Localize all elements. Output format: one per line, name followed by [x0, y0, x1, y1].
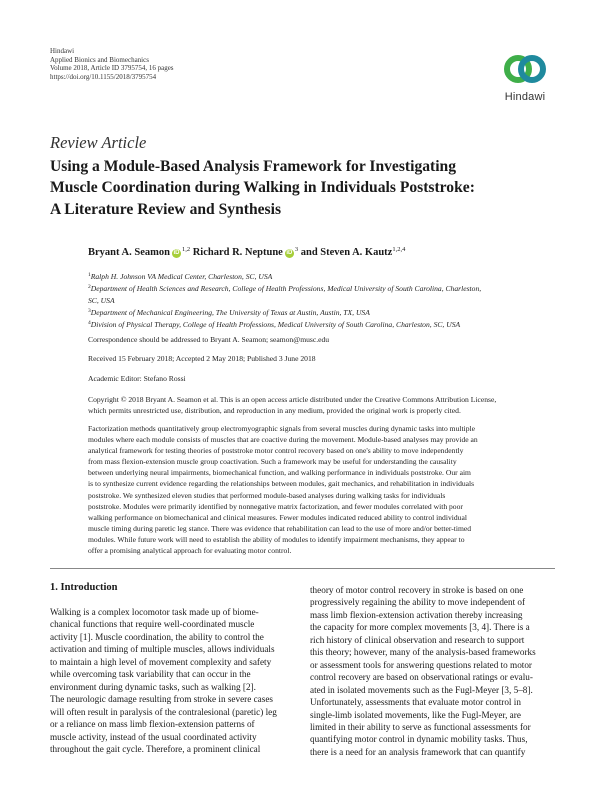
body-line: activation and timing of multiple muscles, allows individuals: [50, 644, 275, 655]
abstract-line: is to synthesize current evidence regarding the relationships between modules, gait mechanics, and rehabilitation in individuals: [88, 479, 475, 489]
publisher-name: Hindawi: [50, 47, 75, 55]
author-affil-sup: 1,2: [181, 246, 191, 253]
body-line: environment during dynamic tasks, such as walking [2].: [50, 681, 256, 692]
publication-dates: Received 15 February 2018; Accepted 2 May 2018; Published 3 June 2018: [88, 354, 316, 363]
abstract: [88, 423, 554, 556]
body-line: single-limb isolated movements, like the Fugl-Meyer, are: [310, 709, 521, 720]
body-line: the capacity for more complex movements [3, 4]. There is a: [310, 622, 530, 633]
orcid-icon[interactable]: iD: [173, 250, 180, 256]
affiliation: $^3$Department of Mechanical Engineering, The University of Texas at Austin, Austin, TX, USA: [88, 307, 370, 317]
affiliation: $^1$Ralph H. Johnson VA Medical Center, Charleston, SC, USA: [88, 272, 273, 281]
body-line: Unfortunately, assessments that evaluate motor control in: [310, 697, 521, 708]
journal-name: Applied Bionics and Biomechanics: [50, 55, 149, 64]
title-line: A Literature Review and Synthesis: [50, 200, 282, 218]
article-type: Review Article: [50, 133, 147, 152]
author-list: [88, 246, 405, 258]
author-affil-sup: 3: [294, 246, 299, 253]
body-line: mass limb flexion-extension activation thereby increasing: [310, 609, 523, 620]
body-line: quantifying motor control in dynamic mobility tasks. Thus,: [310, 734, 528, 745]
section-divider: [50, 568, 555, 569]
abstract-line: muscle timing during paretic leg stance. There was evidence that rehabilitation can lead to the use of more and/or better-timed: [88, 523, 472, 533]
abstract-line: modules. While future work will need to establish the ability of modules to identify impairment mechanisms, they appear to: [88, 534, 465, 544]
body-line: or assessment tools for answering questions related to motor: [310, 659, 532, 670]
body-line: this theory; however, many of the analysis-based frameworks: [310, 647, 536, 658]
abstract-line: poststroke. We synthesized eleven studies that performed module-based analyses during walking tasks for individuals: [88, 490, 446, 500]
section-heading: 1. Introduction: [50, 582, 118, 593]
paper-title: [50, 156, 570, 220]
author-name[interactable]: Richard R. Neptune: [192, 247, 283, 258]
affiliation-continued: SC, USA: [88, 295, 115, 305]
copyright-notice: Copyright © 2018 Bryant A. Seamon et al. This is an open access article distributed under the Creative Commons Attribution License, which permits unrestricted use, distribution, and reproduction in any medium, provided the original work is properly cited.: [88, 395, 497, 416]
affiliation: $^4$Division of Physical Therapy, College of Health Professions, Medical University of South Carolina, Charleston, SC, USA: [88, 320, 461, 330]
abstract-line: poststroke. Modules were primarily identified by nonnegative matrix factorization, and fewer modules correlated with poor: [88, 501, 463, 511]
body-line: to maintain a high level of movement complexity and safety: [50, 656, 272, 667]
academic-editor: Academic Editor: Stefano Rossi: [88, 374, 186, 383]
right-column: [310, 584, 555, 758]
volume-info: Volume 2018, Article ID 3795754, 16 pages: [50, 64, 174, 73]
body-line: will often result in paralysis of the contralesional (paretic) leg: [50, 706, 277, 717]
body-line: chanical functions that require well-coordinated muscle: [50, 619, 255, 630]
body-line: while overcoming task variability that can occur in the: [50, 669, 251, 680]
abstract-line: between underlying neural impairments, biomechanical function, and walking performance in individuals poststroke. Our aim: [88, 468, 471, 478]
body-line: throughout the gait cycle. Therefore, a prominent clinical: [50, 743, 261, 754]
abstract-line: offer a promising analytical approach for evaluating motor control.: [88, 546, 292, 556]
abstract-line: modules where each module consists of muscles that are coactive during the movement. Module-based analyses may provide an: [88, 435, 478, 445]
abstract-line: analytical framework for testing theories of poststroke motor control recovery based on one's ability to move independently: [88, 446, 464, 456]
affiliation: $^2$Department of Health Sciences and Research, College of Health Professions, Medical University of South Carolina, Charleston,: [88, 284, 482, 294]
author-separator: and: [298, 247, 321, 258]
body-line: theory of motor control recovery in stroke is based on one: [310, 585, 524, 595]
doi-link[interactable]: https://doi.org/10.1155/2018/3795754: [50, 72, 157, 81]
body-line: there is a need for an analysis framework that can quantify: [310, 746, 526, 757]
body-line: Walking is a complex locomotor task made up of biome-: [50, 607, 259, 617]
body-line: ated in isolated movements such as the Fugl-Meyer [3, 5–8].: [310, 684, 533, 695]
abstract-line: from mass flexion-extension muscle group coactivation. Such a framework may be useful for understanding the causality: [88, 457, 457, 467]
body-line: activity [1]. Muscle coordination, the ability to control the: [50, 631, 264, 642]
affiliations: [88, 270, 481, 330]
body-line: The neurologic damage resulting from stroke in severe cases: [50, 694, 273, 705]
author-name[interactable]: Bryant A. Seamon: [88, 247, 170, 258]
body-line: progressively regaining the ability to move independent of: [310, 597, 526, 608]
author-name[interactable]: Steven A. Kautz: [320, 247, 393, 258]
title-line: Using a Module-Based Analysis Framework for Investigating: [50, 158, 457, 175]
logo-wordmark: Hindawi: [504, 91, 546, 103]
abstract-line: walking performance on biomechanical and clinical measures. Fewer modules indicated reduced ability to control individual: [88, 512, 467, 522]
title-line: Muscle Coordination during Walking in Individuals Poststroke:: [50, 179, 475, 197]
left-column: [50, 606, 292, 755]
abstract-line: Factorization methods quantitatively group electromyographic signals from several muscles during dynamic tasks into multiple: [88, 424, 475, 433]
correspondence: Correspondence should be addressed to Bryant A. Seamon; seamon@musc.edu: [88, 335, 330, 344]
author-affil-sup: 1,2,4: [392, 246, 406, 253]
orcid-icon[interactable]: iD: [286, 250, 293, 256]
body-line: control recovery are based on observational ratings or evalu-: [310, 672, 533, 683]
journal-info: [50, 47, 174, 81]
body-line: rich history of clinical observation and research to support: [310, 634, 525, 645]
body-line: muscle activity, instead of the usual coordinated activity: [50, 731, 257, 742]
body-line: or a reliance on mass limb flexion-extension patterns of: [50, 719, 255, 730]
body-line: limited in their ability to serve as functional assessments for: [310, 721, 531, 732]
